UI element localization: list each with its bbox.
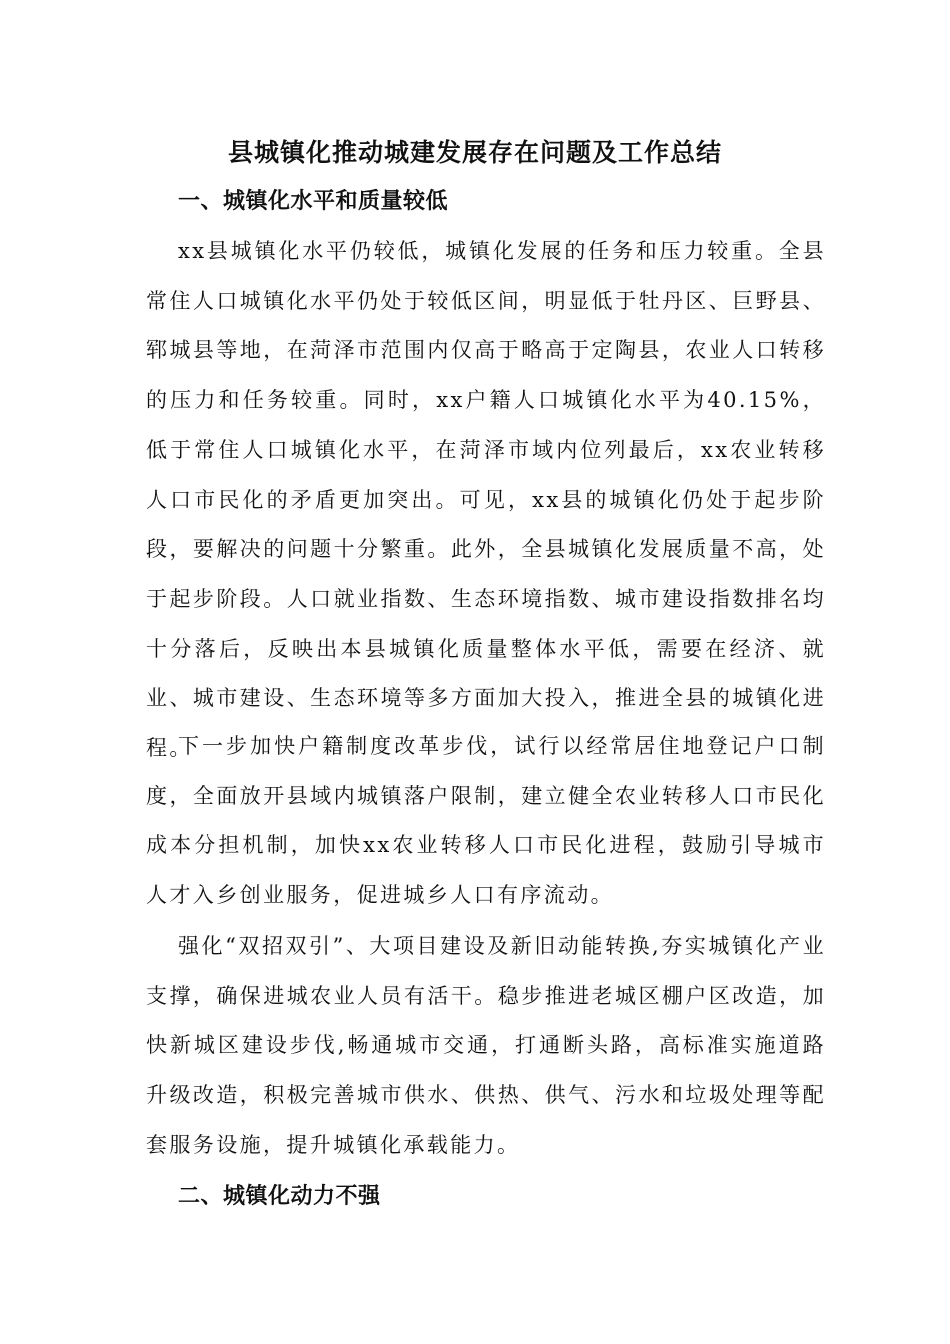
paragraph-2: 下一步加快户籍制度改革步伐，试行以经常居住地登记户口制度，全面放开县域内城镇落户限制，建立健全农业转移人口市民化成本分担机制，加快xx农业转移人口市民化进程，鼓励引导城市人才入乡创业服务，促进城乡人口有序流动。 [146,734,826,908]
document-title: 县城镇化推动城建发展存在问题及工作总结 [227,138,722,167]
section-heading-2: 二、城镇化动力不强 [178,1183,381,1209]
paragraph-3: 强化“双招双引”、大项目建设及新旧动能转换,夯实城镇化产业支撑，确保进城农业人员有活干。稳步推进老城区棚户区改造，加快新城区建设步伐,畅通城市交通，打通断头路，高标准实施道路升级改造，积极完善城市供水、供热、供气、污水和垃圾处理等配套服务设施，提升城镇化承载能力。 [146,934,826,1157]
section-heading-1: 一、城镇化水平和质量较低 [178,188,449,214]
paragraph-1: xx县城镇化水平仍较低，城镇化发展的任务和压力较重。全县常住人口城镇化水平仍处于较低区间，明显低于牡丹区、巨野县、郓城县等地，在菏泽市范围内仅高于略高于定陶县，农业人口转移的压力和任务较重。同时，xx户籍人口城镇化水平为40.15%，低于常住人口城镇化水平，在菏泽市域内位列最后，xx农业转移人口市民化的矛盾更加突出。可见，xx县的城镇化仍处于起步阶段，要解决的问题十分繁重。此外，全县城镇化发展质量不高，处于起步阶段。人口就业指数、生态环境指数、城市建设指数排名均十分落后，反映出本县城镇化质量整体水平低，需要在经济、就业、城市建设、生态环境等多方面加大投入，推进全县的城镇化进程。 [146,239,826,761]
